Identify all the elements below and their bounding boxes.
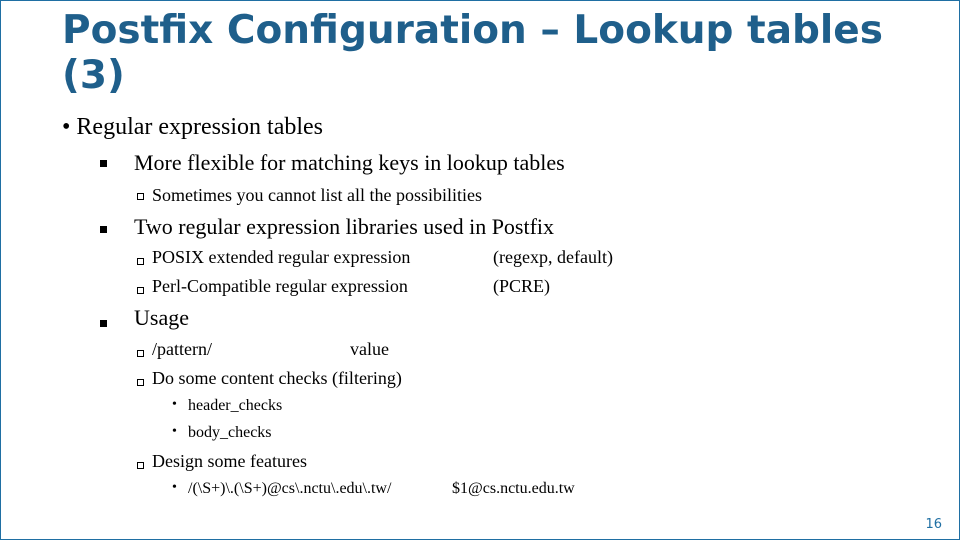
sub-bullet-square-icon bbox=[137, 258, 144, 265]
bullet-square-icon bbox=[100, 320, 107, 327]
bullet-usage: Usage bbox=[134, 305, 189, 330]
sub-bullet-pattern: /pattern/ bbox=[152, 339, 212, 359]
bullet-two-libraries: Two regular expression libraries used in Postfix bbox=[134, 214, 555, 239]
bullet-square-icon bbox=[100, 226, 107, 233]
sub-bullet-design-features: Design some features bbox=[152, 451, 307, 471]
sub-bullet-posix: POSIX extended regular expression bbox=[152, 247, 411, 267]
sub-bullet-square-icon bbox=[137, 193, 144, 200]
sub-bullet-value: value bbox=[350, 339, 389, 359]
slide-title: Postfix Configuration – Lookup tables (3) bbox=[62, 8, 883, 98]
bullet-more-flexible: More flexible for matching keys in lookup tables bbox=[134, 150, 565, 175]
page-number: 16 bbox=[925, 517, 942, 532]
item-dot-icon: • bbox=[172, 424, 177, 439]
item-dot-icon: • bbox=[172, 480, 177, 495]
sub-bullet-content-checks: Do some content checks (filtering) bbox=[152, 368, 402, 388]
bullet-square-icon bbox=[100, 160, 107, 167]
sub-bullet-square-icon bbox=[137, 350, 144, 357]
sub-bullet-cannot-list: Sometimes you cannot list all the possibilities bbox=[152, 185, 482, 205]
item-dot-icon: • bbox=[172, 397, 177, 412]
sub-bullet-square-icon bbox=[137, 379, 144, 386]
item-header-checks: header_checks bbox=[188, 397, 283, 414]
sub-bullet-pcre: Perl-Compatible regular expression bbox=[152, 276, 408, 296]
item-body-checks: body_checks bbox=[188, 424, 272, 441]
sub-bullet-square-icon bbox=[137, 462, 144, 469]
item-regex-result: $1@cs.nctu.edu.tw bbox=[452, 480, 575, 497]
sub-bullet-square-icon bbox=[137, 287, 144, 294]
item-regex-pattern: /(\S+)\.(\S+)@cs\.nctu\.edu\.tw/ bbox=[188, 480, 392, 497]
sub-bullet-pcre-type: (PCRE) bbox=[493, 276, 551, 296]
top-bullet-regex-tables: • Regular expression tables bbox=[62, 114, 323, 140]
sub-bullet-posix-type: (regexp, default) bbox=[493, 247, 613, 267]
